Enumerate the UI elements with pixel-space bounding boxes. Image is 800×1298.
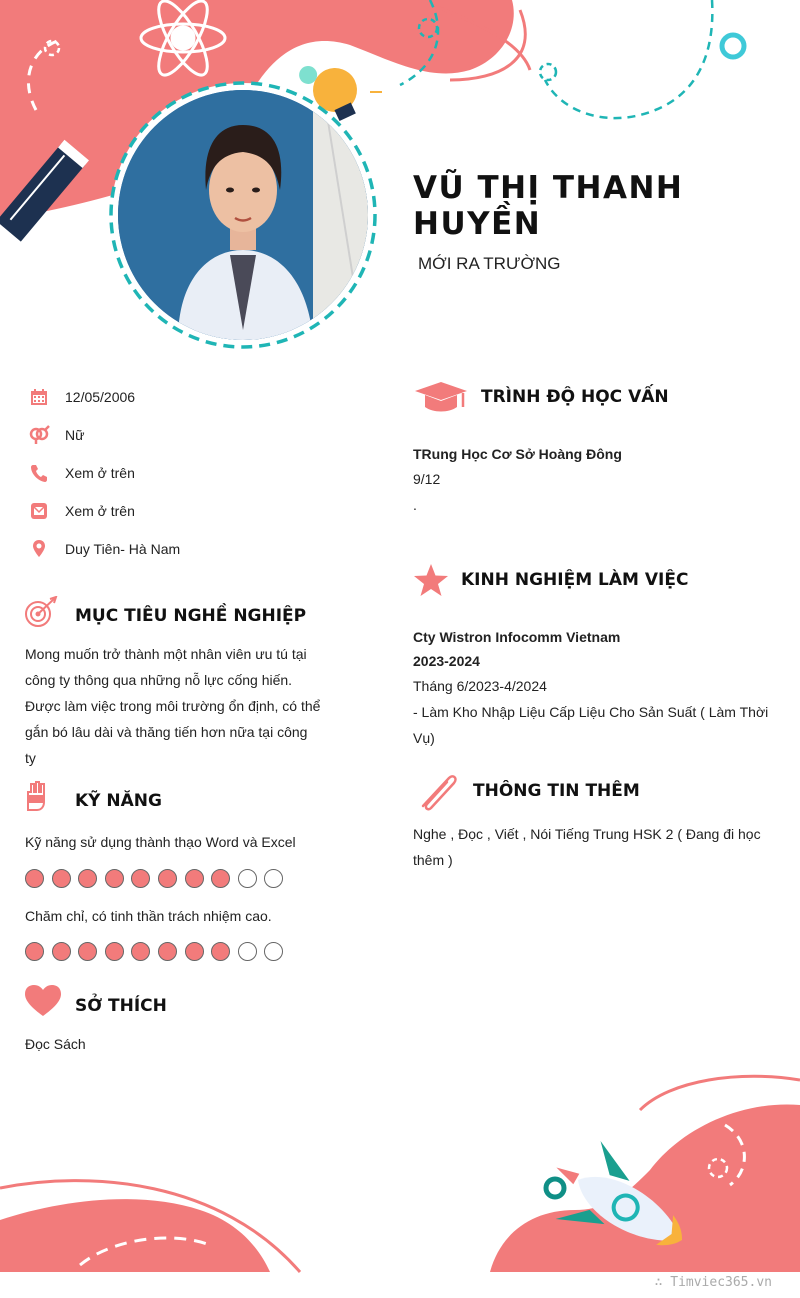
education-grade: 9/12 [413,471,441,487]
description-line: Vụ) [413,730,435,746]
info-text: Xem ở trên [65,465,135,481]
profile-photo [118,90,368,340]
education-school [413,441,622,467]
objective-line: gắn bó lâu dài và thăng tiến hơn nữa tại công [25,724,308,740]
objective-line: ty [25,750,36,766]
education-note: . [413,497,417,513]
hand-icon [24,780,48,812]
info-text: 12/05/2006 [65,389,136,405]
info-text: Nữ [65,427,85,443]
rating-dot-filled [25,869,44,888]
watermark: ∴ Timviec365.vn [654,1275,772,1290]
rating-dot-filled [105,942,124,961]
skill-name: Kỹ năng sử dụng thành thạo Word và Excel [25,834,296,850]
experience-period: Tháng 6/2023-4/2024 [413,678,547,694]
company-name: Cty Wistron Infocomm Vietnam [413,629,621,645]
info-phone [28,462,135,484]
heart-icon [24,984,62,1018]
info-text: Xem ở trên [65,503,135,519]
rating-dot-empty [238,942,257,961]
rating-dot-filled [131,942,150,961]
objective-title: MỤC TIÊU NGHỀ NGHIỆP [75,606,307,626]
email-icon [28,500,50,522]
skill-rating [25,942,283,961]
rating-dot-filled [158,869,177,888]
rating-dot-empty [264,942,283,961]
rating-dot-filled [78,869,97,888]
phone-icon [28,462,50,484]
experience-years [413,648,480,674]
rating-dot-filled [52,869,71,888]
extra-title: THÔNG TIN THÊM [473,781,640,801]
star-icon [413,563,449,597]
rating-dot-filled [185,942,204,961]
portrait-illustration [118,90,368,340]
extra-text [413,821,773,873]
rating-dot-filled [105,869,124,888]
gender-icon [28,424,50,446]
hobbies-text: Đọc Sách [25,1036,86,1052]
calendar-icon [28,386,50,408]
rating-dot-empty [238,869,257,888]
objective-line: Mong muốn trở thành một nhân viên ưu tú tại [25,646,307,662]
education-title: TRÌNH ĐỘ HỌC VẤN [481,387,669,407]
rating-dot-filled [185,869,204,888]
rating-dot-filled [52,942,71,961]
rating-dot-filled [25,942,44,961]
skills-title: KỸ NĂNG [75,791,162,811]
candidate-position: MỚI RA TRƯỜNG [418,254,561,273]
objective-text [25,641,325,771]
info-gender [28,424,84,446]
skill-name: Chăm chỉ, có tinh thần trách nhiệm cao. [25,908,272,924]
target-icon [24,596,58,630]
description-line: - Làm Kho Nhập Liệu Cấp Liệu Cho Sản Suất ( Làm Thời [413,704,769,720]
rating-dot-filled [211,942,230,961]
rating-dot-filled [78,942,97,961]
candidate-name: VŨ THỊ THANH HUYỀN [413,170,684,242]
graduation-cap-icon [413,380,469,414]
info-address [28,538,180,560]
extra-line: Nghe , Đọc , Viết , Nói Tiếng Trung HSK 2 ( Đang đi học [413,826,761,842]
years-text: 2023-2024 [413,653,480,669]
rating-dot-filled [158,942,177,961]
experience-company [413,624,620,650]
school-name: TRung Học Cơ Sở Hoàng Đông [413,446,622,462]
info-email [28,500,135,522]
bottom-decoration [0,1060,800,1298]
objective-line: công ty thông qua những nỗ lực cống hiến. [25,672,293,688]
info-text: Duy Tiên- Hà Nam [65,541,181,557]
info-birthdate [28,386,135,408]
experience-title: KINH NGHIỆM LÀM VIỆC [461,570,689,590]
experience-description [413,699,773,751]
rating-dot-empty [264,869,283,888]
location-pin-icon [28,538,50,560]
rating-dot-filled [131,869,150,888]
skill-rating [25,869,283,888]
paperclip-icon [415,770,459,812]
objective-line: Được làm việc trong môi trường ổn định, có thể [25,698,321,714]
rating-dot-filled [211,869,230,888]
extra-line: thêm ) [413,852,453,868]
hobbies-title: SỞ THÍCH [75,996,167,1016]
